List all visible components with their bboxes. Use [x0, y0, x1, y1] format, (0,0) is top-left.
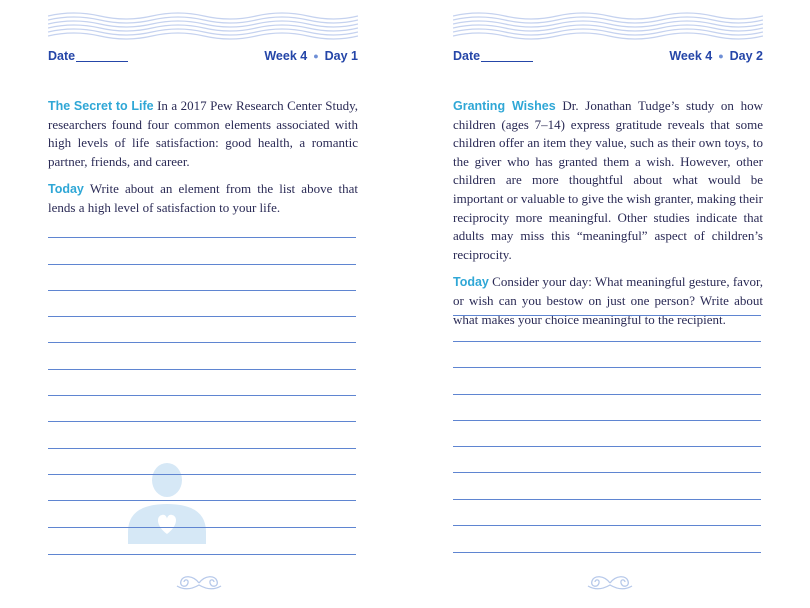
week-label: Week 4 — [669, 49, 713, 63]
writing-line[interactable] — [48, 421, 356, 422]
writing-line[interactable] — [48, 448, 356, 449]
writing-line[interactable] — [48, 237, 356, 238]
writing-line[interactable] — [453, 446, 761, 447]
writing-line[interactable] — [48, 554, 356, 555]
topic-title: The Secret to Life — [48, 99, 154, 113]
writing-line[interactable] — [453, 315, 761, 316]
today-text: Consider your day: What meaningful gesture, favor, or wish can you bestow on just one person? Write about what makes your choice meaningful to the recipient. — [453, 274, 764, 327]
prompt-block — [48, 97, 358, 227]
writing-line[interactable] — [48, 369, 356, 370]
writing-line[interactable] — [453, 552, 761, 553]
writing-line[interactable] — [453, 525, 761, 526]
date-blank[interactable] — [481, 61, 533, 62]
date-row — [453, 49, 763, 67]
writing-line[interactable] — [453, 394, 761, 395]
writing-line[interactable] — [453, 341, 761, 342]
wave-border-icon — [48, 8, 358, 44]
date-blank[interactable] — [76, 61, 128, 62]
writing-line[interactable] — [453, 367, 761, 368]
flourish-icon — [175, 572, 223, 594]
wave-border-icon — [453, 8, 763, 44]
date-field[interactable] — [48, 49, 128, 63]
topic-paragraph — [453, 97, 763, 264]
day-label: Day 1 — [324, 49, 358, 63]
separator-dot: ● — [718, 51, 724, 61]
topic-paragraph — [48, 97, 358, 171]
day-label: Day 2 — [729, 49, 763, 63]
week-day-label — [669, 49, 763, 63]
flourish-icon — [586, 572, 634, 594]
writing-line[interactable] — [48, 395, 356, 396]
topic-text: Dr. Jonathan Tudge’s study on how children (ages 7–14) express gratitude reveals that some children offer an item they value, such as their own toys, to the giver who has granted them a wish. However, other children are more thoughtful about what would be important or valuable to give the wish granter, making their reciprocity more meaningful. Other studies indicate that adults may miss this “meaningful” aspect of children’s reciprocity. — [453, 98, 763, 262]
prompt-block — [453, 97, 763, 338]
separator-dot: ● — [313, 51, 319, 61]
right-page — [453, 0, 763, 608]
writing-line[interactable] — [48, 342, 356, 343]
today-text: Write about an element from the list above that lends a high level of satisfaction to your life. — [48, 181, 358, 215]
today-paragraph — [453, 273, 763, 329]
today-paragraph — [48, 180, 358, 217]
topic-text: In a 2017 Pew Research Center Study, researchers found four common elements associated with high levels of life satisfaction: good health, a romantic partner, friends, and career. — [48, 98, 359, 169]
date-row — [48, 49, 358, 67]
writing-line[interactable] — [453, 472, 761, 473]
writing-line[interactable] — [48, 527, 356, 528]
today-label: Today — [48, 182, 84, 197]
writing-line[interactable] — [453, 420, 761, 421]
date-label: Date — [48, 49, 76, 63]
writing-line[interactable] — [48, 500, 356, 501]
writing-line[interactable] — [48, 264, 356, 265]
left-page — [48, 0, 358, 608]
writing-line[interactable] — [48, 316, 356, 317]
week-day-label — [264, 49, 358, 63]
week-label: Week 4 — [264, 49, 308, 63]
date-label: Date — [453, 49, 481, 63]
topic-title: Granting Wishes — [453, 99, 556, 113]
date-field[interactable] — [453, 49, 533, 63]
writing-line[interactable] — [48, 474, 356, 475]
writing-line[interactable] — [453, 499, 761, 500]
today-label: Today — [453, 275, 489, 290]
writing-line[interactable] — [48, 290, 356, 291]
